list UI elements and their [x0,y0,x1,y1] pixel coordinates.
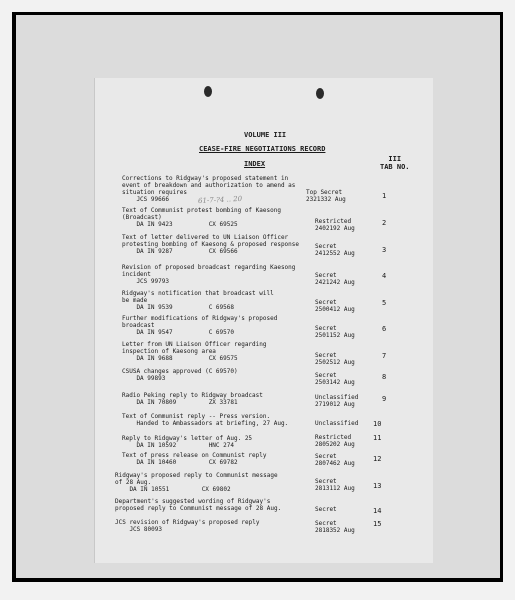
document-title: CEASE-FIRE NEGOTIATIONS RECORD [199,145,326,153]
index-entry-description: Text of press release on Communist reply DA IN 10460 CX 69782 [122,452,267,466]
index-entry-tab: 5 [382,299,387,307]
index-entry-tab: 4 [382,272,387,280]
index-entry-description: Text of letter delivered to UN Liaison Officer protesting bombing of Kaesong & proposed response DA IN 9287 CX 69566 [122,234,300,255]
index-entry-classification: Unclassified [315,420,359,427]
index-entry-tab: 10 [373,420,382,428]
volume-heading: VOLUME III [244,131,287,139]
punch-hole-icon [204,86,212,97]
index-entry-description: CSUSA changes approved (C 69570) DA 99893 [122,368,238,382]
index-entry-tab: 6 [382,325,387,333]
index-entry-description: Text of Communist protest bombing of Kaesong (Broadcast) DA IN 9423 CX 69525 [122,207,281,228]
index-entry-classification: Unclassified 2719012 Aug [315,394,359,408]
punch-hole-icon [316,88,324,99]
index-entry-tab: 13 [373,482,382,490]
index-entry-description: JCS revision of Ridgway's proposed reply JCS 80093 [115,519,260,533]
index-entry-description: Revision of proposed broadcast regarding Kaesong incident JCS 99793 [122,264,296,285]
handwritten-note: 61-7-?4 .. 20 [197,194,243,206]
index-entry-classification: Restricted 2805202 Aug [315,434,355,448]
index-entry-tab: 11 [373,434,382,442]
index-entry-description: Letter from UN Liaison Officer regarding inspection of Kaesong area DA IN 9688 CX 69575 [122,341,267,362]
index-entry-tab: 7 [382,352,387,360]
index-entry-tab: 1 [382,192,387,200]
index-entry-classification: Secret 2500412 Aug [315,299,355,313]
index-entry-description: Corrections to Ridgway's proposed statement in event of breakdown and authorization to amend as situation requires JCS 99666 [122,175,296,203]
index-entry-description: Reply to Ridgway's letter of Aug. 25 DA IN 10592 HNC 274 [122,435,253,449]
index-entry-tab: 14 [373,507,382,515]
index-entry-description: Ridgway's proposed reply to Communist message of 28 Aug. DA IN 10551 CX 69802 [115,472,278,493]
index-entry-classification: Secret 2813112 Aug [315,478,355,492]
index-entry-classification: Top Secret 2321332 Aug [306,189,346,203]
index-entry-classification: Secret 2503142 Aug [315,372,355,386]
index-heading: INDEX [244,160,266,168]
index-entry-classification: Secret [315,506,337,513]
index-entry-classification: Secret 2818352 Aug [315,520,355,534]
index-entry-description: Further modifications of Ridgway's proposed broadcast DA IN 9547 C 69570 [122,315,278,336]
index-entry-tab: 3 [382,246,387,254]
tab-number-heading: III TAB NO. [380,155,410,171]
index-entry-description: Department's suggested wording of Ridgway's proposed reply to Communist message of 28 Aug. [115,498,282,512]
index-entry-tab: 2 [382,219,387,227]
index-entry-description: Radio Peking reply to Ridgway broadcast DA IN 70809 ZX 33781 [122,392,263,406]
index-entry-classification: Secret 2412552 Aug [315,243,355,257]
index-entry-tab: 12 [373,455,382,463]
index-entry-classification: Secret 2502512 Aug [315,352,355,366]
index-entry-tab: 9 [382,395,387,403]
index-entry-tab: 8 [382,373,387,381]
index-entry-description: Text of Communist reply -- Press version. Handed to Ambassadors at briefing, 27 Aug. [122,413,289,427]
index-entry-classification: Secret 2501152 Aug [315,325,355,339]
index-entry-description: Ridgway's notification that broadcast will be made DA IN 9539 C 69568 [122,290,274,311]
index-entry-tab: 15 [373,520,382,528]
index-entry-classification: Secret 2807462 Aug [315,453,355,467]
index-entry-classification: Restricted 2402192 Aug [315,218,355,232]
index-entry-classification: Secret 2421242 Aug [315,272,355,286]
